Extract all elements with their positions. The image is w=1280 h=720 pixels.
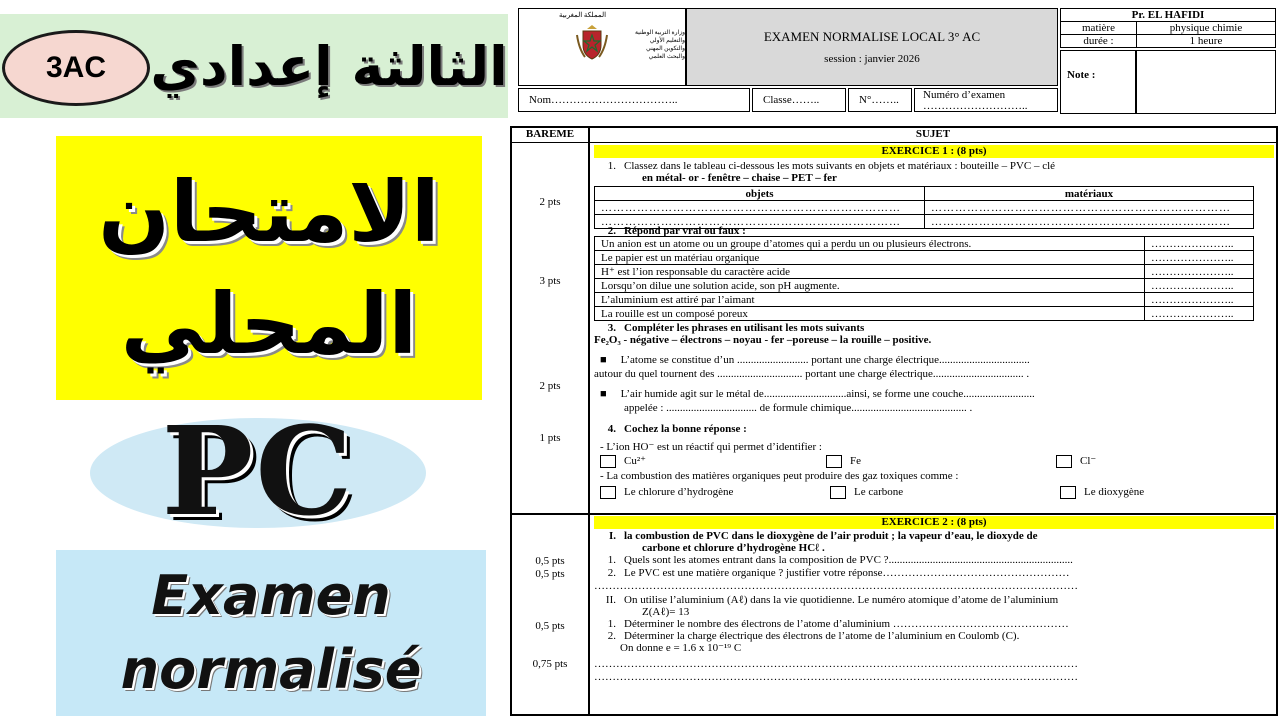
objects-materials-table [594, 186, 1254, 229]
exam-label-line2: normalisé [120, 638, 422, 701]
ex1-q1-number: 1. [607, 160, 616, 172]
option-label: Cu²⁺ [624, 455, 646, 467]
ex1-q4a-text: - L’ion HO⁻ est un réactif qui permet d’identifier : [600, 441, 822, 453]
option-label: Fe [850, 455, 861, 467]
checkbox[interactable] [830, 486, 846, 499]
ex1-q3-sentence2[interactable] [600, 387, 1035, 401]
ex1-q4b-option[interactable] [830, 485, 903, 499]
ex1-q3-s2b[interactable]: appelée : ................................. de formule chimique.......................................... . [624, 402, 973, 414]
ex2-part1-line2: carbone et chlorure d’hydrogène HCℓ . [642, 542, 825, 554]
ex1-q4-number: 4. [607, 423, 616, 435]
numero-examen-label: Numéro d’examen [923, 89, 1006, 101]
note-label: Note : [1060, 50, 1136, 114]
numero-field[interactable]: N°…….. [848, 88, 912, 112]
ex2-part2-line1: On utilise l’aluminium (Aℓ) dans la vie quotidienne. Le numéro atomique d’atome de l’aluminium [624, 594, 1059, 606]
ex2-part1-line1: la combustion de PVC dans le dioxygène de l’air produit ; la vapeur d’eau, le dioxyde de [624, 530, 1038, 542]
ex1-q4a-option[interactable] [1056, 454, 1096, 468]
ministry-line: والبحث العلمي [648, 54, 685, 60]
matiere-label: matière [1061, 22, 1137, 35]
ex1-q3-points: 2 pts [539, 380, 561, 392]
ex2-part2-number: II. [605, 594, 616, 606]
ex2-answer-line[interactable]: …………………………………………………………………………………………………………………… [594, 658, 1078, 670]
ex2-q2-points: 0,5 pts [535, 568, 565, 580]
exam-title-box [686, 8, 1058, 86]
classe-field[interactable]: Classe…….. [752, 88, 846, 112]
exam-label-line1: Examen [151, 564, 391, 627]
exam-title: EXAMEN NORMALISE LOCAL 3° AC [763, 29, 981, 44]
matiere-value: physique chimie [1137, 22, 1276, 35]
bullet-icon: ■ [600, 354, 607, 366]
ex2-q4-number: 2. [607, 630, 616, 642]
ex2-answer-line[interactable]: …………………………………………………………………………………………………………………… [594, 580, 1078, 592]
ex2-q4-note: On donne e = 1.6 x 10⁻¹⁹ C [620, 642, 742, 654]
ex2-q4-text: Déterminer la charge électrique des électrons de l’atome de l’aluminium en Coulomb (C). [624, 630, 1020, 642]
tf-statement: L’aluminium est attiré par l’aimant [595, 293, 1145, 307]
ex1-q1-line2: en métal- or - fenêtre – chaise – PET – fer [642, 172, 837, 184]
ex2-part1-number: I. [608, 530, 616, 542]
ex1-q4b-option[interactable] [1060, 485, 1144, 499]
ex2-q1[interactable] [594, 553, 1073, 567]
ex1-q1-points: 2 pts [539, 196, 561, 208]
checkbox[interactable] [1056, 455, 1072, 468]
ministry-line: والتعليم الأولي [649, 38, 685, 44]
exercise-divider [510, 513, 1278, 515]
tf-statement: H⁺ est l’ion responsable du caractère acide [595, 265, 1145, 279]
checkbox[interactable] [826, 455, 842, 468]
ex2-q2[interactable] [594, 566, 1070, 580]
ex2-q2-text: Le PVC est une matière organique ? justifier votre réponse…………………………………………… [624, 567, 1070, 579]
note-field[interactable] [1136, 50, 1276, 114]
duree-label: durée : [1061, 35, 1137, 48]
ministry-label [611, 29, 685, 61]
tf-statement: La rouille est un composé poreux [595, 307, 1145, 321]
duree-value: 1 heure [1137, 35, 1276, 48]
kingdom-label: المملكة المغربية [559, 11, 607, 19]
checkbox[interactable] [600, 455, 616, 468]
tf-answer[interactable]: ………………….. [1145, 265, 1254, 279]
materiaux-answer-cell[interactable]: ………………………………………………………………… [925, 215, 1254, 229]
true-false-table [594, 236, 1254, 321]
ex1-q3-s1a: L’atome se constitue d’un .......................... portant une charge électrique................................. [620, 354, 1030, 366]
teacher-name: Pr. EL HAFIDI [1061, 9, 1276, 22]
ex2-answer-line[interactable]: …………………………………………………………………………………………………………………… [594, 671, 1078, 683]
ex1-q1-line1: Classez dans le tableau ci-dessous les mots suivants en objets et matériaux : bouteille – PVC – clé [624, 160, 1056, 172]
ex1-q3-s2a: L’air humide agit sur le métal de..............................ainsi, se forme une couche.......................... [620, 388, 1035, 400]
promo-panel [0, 0, 510, 720]
ex2-q3-text: Déterminer le nombre des électrons de l’atome d’aluminium ………………………………………… [624, 618, 1069, 630]
sujet-header: SUJET [915, 128, 951, 140]
ex2-part2-line2: Z(Aℓ)= 13 [642, 606, 690, 618]
objets-header: objets [595, 187, 925, 201]
arabic-exam-line1: الامتحان [98, 163, 440, 261]
bullet-icon: ■ [600, 388, 607, 400]
coat-of-arms-icon [575, 23, 609, 61]
ex1-q3-sentence1[interactable] [600, 353, 1030, 367]
option-label: Le dioxygène [1084, 486, 1145, 498]
nom-field[interactable]: Nom…………………………….. [518, 88, 750, 112]
numero-examen-dots: ……………………….. [923, 100, 1028, 112]
arabic-exam-line2: المحلي [120, 275, 418, 373]
tf-answer[interactable]: ………………….. [1145, 307, 1254, 321]
ex1-q2-number: 2. [607, 225, 616, 237]
ex1-q2-title: Répond par vrai ou faux : [624, 225, 746, 237]
tf-answer[interactable]: ………………….. [1145, 251, 1254, 265]
arabic-exam-title [56, 136, 482, 400]
exam-sheet [510, 0, 1280, 720]
exam-session: session : janvier 2026 [824, 53, 920, 65]
ex1-q4a-option[interactable] [826, 454, 861, 468]
exercise2-title: EXERCICE 2 : (8 pts) [594, 516, 1274, 529]
objets-answer-cell[interactable]: ………………………………………………………………… [595, 201, 925, 215]
ex1-q4a-option[interactable] [600, 454, 646, 468]
ex2-q1-points: 0,5 pts [535, 555, 565, 567]
header-divider [510, 142, 1278, 143]
tf-answer[interactable]: ………………….. [1145, 237, 1254, 251]
ex1-q4b-option[interactable] [600, 485, 733, 499]
ex2-q1-number: 1. [607, 554, 616, 566]
ministry-box [518, 8, 686, 86]
exam-label [56, 550, 486, 716]
ex1-q4b-text: - La combustion des matières organiques peut produire des gaz toxiques comme : [600, 470, 959, 482]
ex1-q3-s1b[interactable]: autour du quel tournent des ............................... portant une charge électrique................................. . [594, 368, 1030, 380]
tf-answer[interactable]: ………………….. [1145, 279, 1254, 293]
checkbox[interactable] [600, 486, 616, 499]
ex1-q3-words: Fe₂O₃ - négative – électrons – noyau - fer –poreuse – la rouille – positive. [594, 334, 932, 346]
exam-info-table [1060, 8, 1276, 48]
ex1-q4-points: 1 pts [539, 432, 561, 444]
ex2-q1-text: Quels sont les atomes entrant dans la composition de PVC ?................................................................... [624, 554, 1073, 566]
arabic-level-title: الثالثة إعدادي [150, 34, 508, 98]
ex1-q4 [594, 422, 747, 436]
level-badge: 3AC [2, 30, 150, 106]
subject-title: PC [161, 399, 355, 543]
materiaux-answer-cell[interactable]: ………………………………………………………………… [925, 201, 1254, 215]
ex2-q4-points: 0,75 pts [532, 658, 568, 670]
checkbox[interactable] [1060, 486, 1076, 499]
materiaux-header: matériaux [925, 187, 1254, 201]
tf-statement: Le papier est un matériau organique [595, 251, 1145, 265]
option-label: Le carbone [854, 486, 904, 498]
option-label: Le chlorure d’hydrogène [624, 486, 734, 498]
exercise1-title: EXERCICE 1 : (8 pts) [594, 145, 1274, 158]
tf-statement: Lorsqu’on dilue une solution acide, son pH augmente. [595, 279, 1145, 293]
ex1-q3-title: Compléter les phrases en utilisant les mots suivants [624, 322, 865, 334]
ex1-q2-points: 3 pts [539, 275, 561, 287]
tf-statement: Un anion est un atome ou un groupe d’atomes qui a perdu un ou plusieurs électrons. [595, 237, 1145, 251]
bareme-header: BAREME [525, 128, 575, 140]
ex1-q4-title: Cochez la bonne réponse : [624, 423, 747, 435]
ex2-q2-number: 2. [607, 567, 616, 579]
ex2-q3-points: 0,5 pts [535, 620, 565, 632]
ex2-q3-number: 1. [607, 618, 616, 630]
ministry-line: والتكوين المهني [646, 46, 685, 52]
tf-answer[interactable]: ………………….. [1145, 293, 1254, 307]
numero-examen-field[interactable] [914, 88, 1058, 112]
ministry-line: وزارة التربية الوطنية [634, 30, 685, 36]
option-label: Cl⁻ [1080, 455, 1097, 467]
objets-answer-cell[interactable]: ………………………………………………………………… [595, 215, 925, 229]
ex1-q3-number: 3. [607, 322, 616, 334]
